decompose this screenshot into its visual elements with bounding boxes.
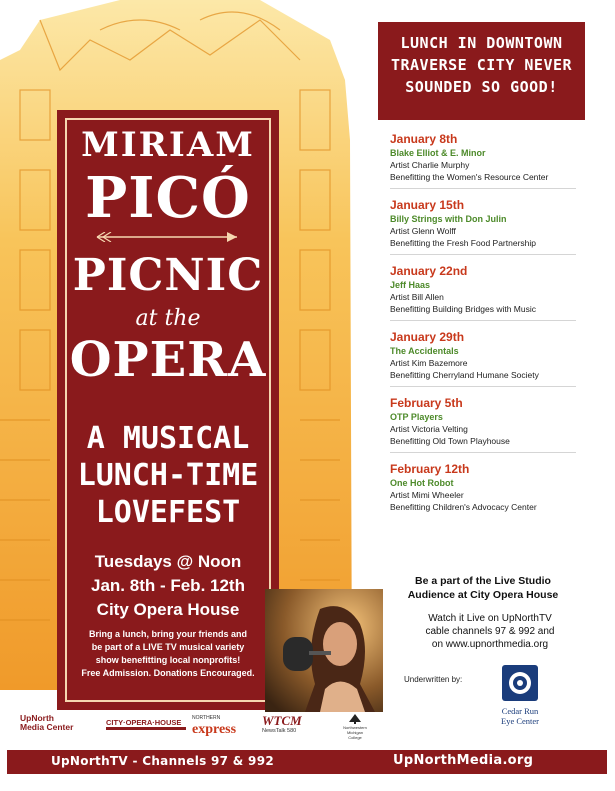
- schedule-item: [390, 132, 610, 189]
- schedule-item: [390, 330, 610, 387]
- event-artist: Artist Kim Bazemore: [390, 358, 468, 368]
- performer-photo: [265, 589, 383, 712]
- event-date: February 5th: [390, 396, 463, 410]
- watch-line-2: cable channels 97 & 992 and: [425, 626, 555, 637]
- event-title-opera: OPERA: [69, 332, 267, 388]
- event-performer: One Hot Robot: [390, 478, 454, 488]
- cedar-run-logo: [490, 665, 550, 726]
- event-date-range: Jan. 8th - Feb. 12th: [91, 576, 245, 595]
- schedule-item: [390, 264, 610, 321]
- divider: [390, 452, 576, 453]
- event-artist: Artist Victoria Velting: [390, 424, 468, 434]
- tagline-line-2: LUNCH-TIME: [77, 458, 259, 493]
- upnorth-logo-line-1: UpNorth: [20, 713, 54, 723]
- arrow-divider-icon: [87, 232, 249, 242]
- footer-bar: [7, 750, 607, 774]
- event-artist: Artist Charlie Murphy: [390, 160, 470, 170]
- tagline: [57, 420, 279, 531]
- northern-express-logo: [192, 714, 252, 736]
- city-opera-house-logo: CITY·OPERA·HOUSE: [106, 718, 186, 730]
- event-performer: Blake Elliot & E. Minor: [390, 148, 486, 158]
- event-date: January 8th: [390, 132, 458, 146]
- schedule-item: [390, 198, 610, 255]
- blurb-line-2: be part of a LIVE TV musical variety: [91, 642, 245, 652]
- event-day-time: Tuesdays @ Noon: [94, 552, 242, 571]
- headline-line-1: LUNCH IN DOWNTOWN: [400, 34, 563, 52]
- event-blurb: [71, 628, 265, 680]
- event-performer: Jeff Haas: [390, 280, 431, 290]
- divider: [390, 386, 576, 387]
- event-title-at-the: at the: [135, 306, 201, 331]
- event-beneficiary: Benefitting the Women's Resource Center: [390, 172, 549, 182]
- tagline-line-3: LOVEFEST: [95, 495, 241, 530]
- event-beneficiary: Benefitting the Fresh Food Partnership: [390, 238, 536, 248]
- event-artist: Artist Glenn Wolff: [390, 226, 456, 236]
- event-beneficiary: Benefitting Old Town Playhouse: [390, 436, 510, 446]
- blurb-line-4: Free Admission. Donations Encouraged.: [81, 668, 255, 678]
- performer-first-name: MIRIAM: [81, 125, 255, 165]
- tree-icon: [349, 714, 361, 724]
- wtcm-logo-word: WTCM: [262, 713, 302, 728]
- studio-audience-cta: [383, 574, 583, 602]
- cedar-run-name-2: Eye Center: [501, 716, 539, 726]
- divider: [390, 188, 576, 189]
- headline-banner: [378, 22, 585, 120]
- blurb-line-3: show benefitting local nonprofits!: [95, 655, 241, 665]
- event-performer: The Accidentals: [390, 346, 459, 356]
- sponsor-logos: [20, 714, 370, 738]
- event-performer: Billy Strings with Don Julin: [390, 214, 507, 224]
- cta-line-2: Audience at City Opera House: [407, 589, 559, 601]
- cta-line-1: Be a part of the Live Studio: [415, 575, 551, 587]
- headline-line-3: SOUNDED SO GOOD!: [405, 78, 558, 96]
- schedule-item: [390, 396, 610, 453]
- event-beneficiary: Benefitting Building Bridges with Music: [390, 304, 536, 314]
- event-date: January 29th: [390, 330, 465, 344]
- upnorth-logo-line-2: Media Center: [20, 722, 74, 732]
- performer-last-name: PICÓ: [85, 165, 251, 231]
- event-beneficiary: Benefitting Cherryland Humane Society: [390, 370, 539, 380]
- headline-line-2: TRAVERSE CITY NEVER: [390, 56, 573, 74]
- express-logo-top: NORTHERN: [192, 715, 221, 721]
- event-artist: Artist Mimi Wheeler: [390, 490, 464, 500]
- watch-line-1: Watch it Live on UpNorthTV: [428, 613, 552, 624]
- eye-icon: [502, 665, 538, 701]
- nmc-logo: [340, 714, 370, 740]
- schedule-item: [390, 462, 610, 513]
- footer-website[interactable]: UpNorthMedia.org: [393, 753, 534, 768]
- event-date: February 12th: [390, 462, 470, 476]
- cedar-run-name-1: Cedar Run: [501, 706, 539, 716]
- divider: [390, 254, 576, 255]
- nmc-logo-text: Northwestern Michigan College: [343, 725, 367, 740]
- event-title-picnic: PICNIC: [72, 250, 264, 301]
- event-performer: OTP Players: [390, 412, 443, 422]
- underwritten-label: Underwritten by:: [404, 675, 463, 684]
- event-venue: City Opera House: [96, 600, 240, 619]
- watch-line-3: on www.upnorthmedia.org: [431, 639, 549, 650]
- footer-channels: UpNorthTV - Channels 97 & 992: [51, 754, 275, 768]
- upnorth-media-center-logo: [20, 714, 100, 732]
- schedule-list: [390, 132, 610, 522]
- event-artist: Artist Bill Allen: [390, 292, 444, 302]
- poster-panel: [57, 110, 279, 710]
- express-logo-word: express: [192, 722, 237, 737]
- event-date: January 22nd: [390, 264, 468, 278]
- divider: [390, 320, 576, 321]
- wtcm-logo-sub: NewsTalk 580: [262, 728, 297, 734]
- event-beneficiary: Benefitting Children's Advocacy Center: [390, 502, 537, 512]
- wtcm-logo: [262, 714, 322, 736]
- watch-info: [395, 612, 585, 651]
- event-schedule-summary: [57, 550, 279, 622]
- event-date: January 15th: [390, 198, 465, 212]
- tagline-line-1: A MUSICAL: [86, 421, 250, 456]
- blurb-line-1: Bring a lunch, bring your friends and: [88, 629, 247, 639]
